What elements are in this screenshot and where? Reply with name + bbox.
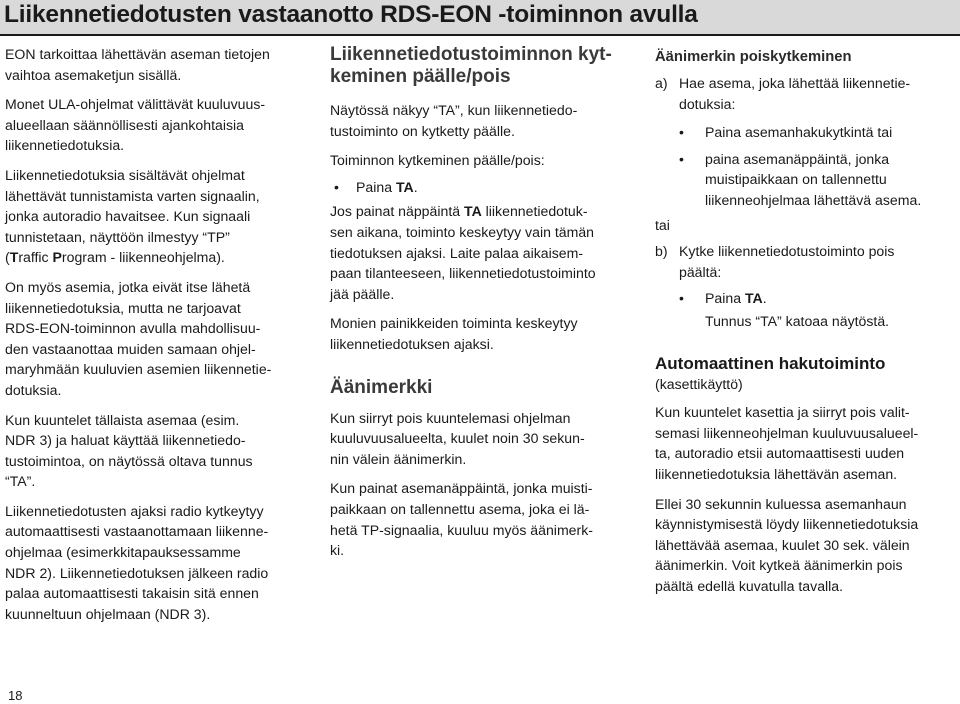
eon-definition-paragraph: EON tarkoittaa lähettävän aseman tietojen vaihtoa asemaketjun sisällä. xyxy=(5,46,270,83)
step-b-note: Tunnus “TA” katoaa näytöstä. xyxy=(705,312,890,329)
ta-display-paragraph: Näytössä näkyy “TA”, kun liikennetiedo- tustoiminto on kytketty päälle. xyxy=(330,102,578,139)
step-a-bullet-1: • Paina asemanhakukytkintä tai xyxy=(679,124,893,141)
step-a: a) Hae asema, joka lähettää liikennetie- dotuksia: xyxy=(655,75,911,112)
auto-switch-paragraph: Liikennetiedotusten ajaksi radio kytkeytyy automaattisesti vastaanottamaan liikenne- ohjelmaa (esimerkkitapauksessamme NDR 2). Liikennetiedotuksen jälkeen radio palaa automaattisesti takaisin sitä ennen kuunneltuun ohjelmaan (NDR 3). xyxy=(5,502,269,622)
column-left xyxy=(5,44,311,633)
ta-example-paragraph: Kun kuuntelet tällaista asemaa (esim. NDR 3) ja haluat käyttää liikennetiedo- tustoimintoa, on näytössä oltava tunnus “TA”. xyxy=(5,411,253,490)
or-label: tai xyxy=(655,216,670,233)
page-title-bar xyxy=(0,0,960,36)
auto-search-paragraph-1: Kun kuuntelet kasettia ja siirryt pois valit- semasi liikenneohjelman kuuluvuusalueel- ta, autoradio etsii automaattisesti uuden liikennetiedotuksia lähettävän aseman. xyxy=(655,404,919,482)
beep-paragraph-2: Kun painat asemanäppäintä, jonka muisti- paikkaan on tallennettu asema, joka ei lä- hetä TP-signaalia, kuuluu myös äänimerk- ki. xyxy=(330,480,593,559)
interrupt-paragraph: Jos painat näppäintä TA liikennetiedotuk- sen aikana, toiminto keskeytyy vain tämän tiedotuksen ajaksi. Laite palaa aikaisem- paan tilanteeseen, liikennetiedotustoiminto jää päälle. xyxy=(330,203,596,302)
auto-search-subtitle: (kasettikäyttö) xyxy=(655,375,743,392)
section-heading-traffic-info-toggle: Liikennetiedotustoiminnon kyt- keminen päälle/pois xyxy=(330,44,612,87)
auto-search-paragraph-2: Ellei 30 sekunnin kuluessa asemanhaun käynnistymisestä löydy liikennetiedotuksia lähettävää asemaa, kuulet 30 sek. välein äänimerkin. Voit kytkeä äänimerkin pois päältä edellä kuvatulla tavalla. xyxy=(655,495,919,594)
page-number: 18 xyxy=(8,688,23,703)
tp-signal-paragraph: Liikennetiedotuksia sisältävät ohjelmat lähettävät tunnistamista varten signaalin, jonka autoradio havaitsee. Kun signaali tunnistetaan, näyttöön ilmestyy “TP” (Traffic Program - liikenneohjelma). xyxy=(5,166,260,266)
buttons-paragraph: Monien painikkeiden toiminta keskeytyy liikennetiedotuksen ajaksi. xyxy=(330,315,578,352)
step-a-bullet-2: • paina asemanäppäintä, jonka muistipaikkaan on tallennettu liikenneohjelmaa lähettävä asema. xyxy=(679,150,922,208)
bullet-press-ta: • Paina TA. xyxy=(334,178,418,195)
beep-paragraph-1: Kun siirryt pois kuuntelemasi ohjelman kuuluvuusalueelta, kuulet noin 30 sekun- nin välein äänimerkin. xyxy=(330,409,585,467)
step-b-bullet-1: • Paina TA. xyxy=(679,290,767,307)
eon-stations-paragraph: On myös asemia, jotka eivät itse lähetä liikennetiedotuksia, mutta ne tarjoavat RDS-EON-toiminnon avulla mahdollisuu- den vastaanottaa muiden samaan ohjel- maryhmään kuuluvien asemien liikennetie- dotuksia. xyxy=(5,278,272,398)
section-heading-beep-off: Äänimerkin poiskytkeminen xyxy=(655,49,852,65)
column-middle xyxy=(330,44,642,570)
page-title: Liikennetiedotusten vastaanotto RDS-EON -toiminnon avulla xyxy=(4,1,698,28)
column-right xyxy=(655,44,955,605)
step-b: b) Kytke liikennetiedotustoiminto pois päältä: xyxy=(655,243,895,280)
ula-programs-paragraph: Monet ULA-ohjelmat välittävät kuuluvuus- alueellaan säännöllisesti ajankohtaisia liikennetiedotuksia. xyxy=(5,96,266,154)
toggle-instruction: Toiminnon kytkeminen päälle/pois: xyxy=(330,152,545,169)
section-heading-beep: Äänimerkki xyxy=(330,376,433,398)
section-heading-auto-search: Automaattinen hakutoiminto xyxy=(655,353,886,373)
